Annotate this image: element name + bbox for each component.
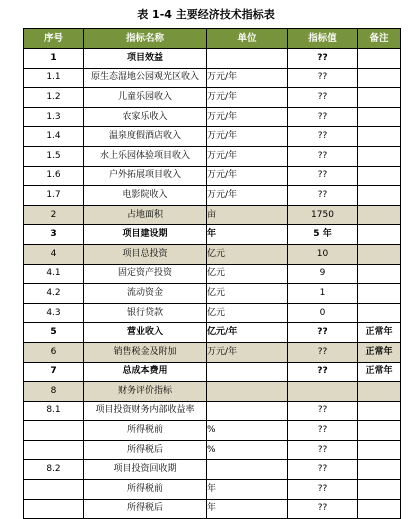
note-cell <box>358 460 401 480</box>
row-number-cell: 1.7 <box>24 186 84 206</box>
unit-cell: 万元/年 <box>207 186 288 206</box>
unit-cell: 万元/年 <box>207 107 288 127</box>
indicator-name-cell: 固定资产投资 <box>84 264 207 284</box>
table-row <box>24 205 401 225</box>
note-cell <box>358 127 401 147</box>
row-number-cell: 8.1 <box>24 401 84 421</box>
unit-cell: 万元/年 <box>207 127 288 147</box>
row-number-cell: 4.1 <box>24 264 84 284</box>
note-cell: 正常年 <box>358 342 401 362</box>
indicator-value-cell: 1750 <box>288 205 358 225</box>
note-cell <box>358 440 401 460</box>
note-cell: 正常年 <box>358 323 401 343</box>
unit-cell: 亿元 <box>207 303 288 323</box>
note-cell <box>358 205 401 225</box>
row-number-cell: 3 <box>24 225 84 245</box>
indicator-value-cell: ?? <box>288 49 358 69</box>
row-number-cell <box>24 440 84 460</box>
note-cell: 正常年 <box>358 362 401 382</box>
indicator-value-cell: 0 <box>288 303 358 323</box>
note-cell <box>358 421 401 441</box>
indicator-name-cell: 农家乐收入 <box>84 107 207 127</box>
indicator-name-cell: 电影院收入 <box>84 186 207 206</box>
unit-cell <box>207 460 288 480</box>
indicator-value-cell: ?? <box>288 166 358 186</box>
table-header-row <box>24 29 401 49</box>
indicator-value-cell: ?? <box>288 499 358 519</box>
table-row <box>24 107 401 127</box>
indicator-value-cell: ?? <box>288 342 358 362</box>
row-number-cell: 1.3 <box>24 107 84 127</box>
table-row <box>24 88 401 108</box>
row-number-cell: 4.2 <box>24 284 84 304</box>
indicator-value-cell: ?? <box>288 460 358 480</box>
indicator-name-cell: 所得税后 <box>84 499 207 519</box>
note-cell <box>358 146 401 166</box>
indicator-name-cell: 儿童乐园收入 <box>84 88 207 108</box>
indicator-value-cell: ?? <box>288 127 358 147</box>
unit-cell: 万元/年 <box>207 166 288 186</box>
table-row <box>24 362 401 382</box>
table-row <box>24 49 401 69</box>
table-row <box>24 440 401 460</box>
note-cell <box>358 480 401 500</box>
indicator-value-cell: ?? <box>288 186 358 206</box>
indicator-name-cell: 户外拓展项目收入 <box>84 166 207 186</box>
table-row <box>24 186 401 206</box>
indicator-name-cell: 销售税金及附加 <box>84 342 207 362</box>
indicator-name-cell: 总成本费用 <box>84 362 207 382</box>
unit-cell: 万元/年 <box>207 146 288 166</box>
table-row <box>24 460 401 480</box>
note-cell <box>358 166 401 186</box>
indicator-name-cell: 温泉度假酒店收入 <box>84 127 207 147</box>
row-number-cell: 6 <box>24 342 84 362</box>
header-no: 序号 <box>24 29 84 49</box>
indicator-name-cell: 项目建设期 <box>84 225 207 245</box>
indicator-name-cell: 财务评价指标 <box>84 382 207 402</box>
indicator-value-cell: 5 年 <box>288 225 358 245</box>
row-number-cell: 1.1 <box>24 68 84 88</box>
note-cell <box>358 284 401 304</box>
header-note: 备注 <box>358 29 401 49</box>
note-cell <box>358 303 401 323</box>
row-number-cell: 2 <box>24 205 84 225</box>
unit-cell: 亩 <box>207 205 288 225</box>
indicator-value-cell: ?? <box>288 68 358 88</box>
note-cell <box>358 401 401 421</box>
unit-cell <box>207 382 288 402</box>
indicator-value-cell: ?? <box>288 480 358 500</box>
indicator-value-cell: ?? <box>288 401 358 421</box>
indicator-name-cell: 流动资金 <box>84 284 207 304</box>
table-row <box>24 342 401 362</box>
row-number-cell: 1 <box>24 49 84 69</box>
table-row <box>24 421 401 441</box>
note-cell <box>358 49 401 69</box>
table-row <box>24 166 401 186</box>
row-number-cell: 1.4 <box>24 127 84 147</box>
unit-cell: 年 <box>207 480 288 500</box>
unit-cell: 万元/年 <box>207 68 288 88</box>
unit-cell: 亿元 <box>207 244 288 264</box>
row-number-cell: 4.3 <box>24 303 84 323</box>
indicator-name-cell: 项目总投资 <box>84 244 207 264</box>
row-number-cell: 7 <box>24 362 84 382</box>
table-row <box>24 382 401 402</box>
unit-cell: % <box>207 440 288 460</box>
table-row <box>24 323 401 343</box>
unit-cell: 亿元 <box>207 284 288 304</box>
row-number-cell <box>24 480 84 500</box>
indicator-name-cell: 项目效益 <box>84 49 207 69</box>
row-number-cell: 1.5 <box>24 146 84 166</box>
row-number-cell: 4 <box>24 244 84 264</box>
indicator-name-cell: 所得税后 <box>84 440 207 460</box>
indicator-value-cell: ?? <box>288 88 358 108</box>
note-cell <box>358 186 401 206</box>
header-name: 指标名称 <box>84 29 207 49</box>
indicator-value-cell: ?? <box>288 440 358 460</box>
table-row <box>24 480 401 500</box>
unit-cell: % <box>207 421 288 441</box>
unit-cell <box>207 49 288 69</box>
indicator-value-cell: 1 <box>288 284 358 304</box>
table-title: 表 1-4 主要经济技术指标表 <box>137 8 275 21</box>
unit-cell: 年 <box>207 225 288 245</box>
unit-cell: 万元/年 <box>207 88 288 108</box>
row-number-cell: 5 <box>24 323 84 343</box>
unit-cell: 万元/年 <box>207 342 288 362</box>
unit-cell: 年 <box>207 499 288 519</box>
note-cell <box>358 264 401 284</box>
indicator-value-cell: ?? <box>288 146 358 166</box>
indicator-value-cell: 10 <box>288 244 358 264</box>
row-number-cell <box>24 421 84 441</box>
row-number-cell: 1.6 <box>24 166 84 186</box>
table-row <box>24 244 401 264</box>
indicator-table <box>23 28 401 519</box>
header-unit: 单位 <box>207 29 288 49</box>
indicator-value-cell: ?? <box>288 107 358 127</box>
indicator-name-cell: 原生态湿地公园观光区收入 <box>84 68 207 88</box>
table-row <box>24 303 401 323</box>
note-cell <box>358 88 401 108</box>
unit-cell: 亿元 <box>207 264 288 284</box>
unit-cell <box>207 362 288 382</box>
indicator-name-cell: 项目投资回收期 <box>84 460 207 480</box>
note-cell <box>358 225 401 245</box>
note-cell <box>358 244 401 264</box>
indicator-value-cell: 9 <box>288 264 358 284</box>
indicator-name-cell: 所得税前 <box>84 480 207 500</box>
note-cell <box>358 68 401 88</box>
table-row <box>24 146 401 166</box>
unit-cell: 亿元/年 <box>207 323 288 343</box>
indicator-value-cell: ?? <box>288 323 358 343</box>
row-number-cell: 1.2 <box>24 88 84 108</box>
indicator-value-cell: ?? <box>288 421 358 441</box>
indicator-name-cell: 项目投资财务内部收益率 <box>84 401 207 421</box>
indicator-value-cell: ?? <box>288 362 358 382</box>
indicator-name-cell: 占地面积 <box>84 205 207 225</box>
indicator-name-cell: 水上乐园体验项目收入 <box>84 146 207 166</box>
table-row <box>24 401 401 421</box>
indicator-name-cell: 所得税前 <box>84 421 207 441</box>
row-number-cell: 8.2 <box>24 460 84 480</box>
indicator-name-cell: 营业收入 <box>84 323 207 343</box>
note-cell <box>358 107 401 127</box>
table-row <box>24 127 401 147</box>
header-value: 指标值 <box>288 29 358 49</box>
table-row <box>24 225 401 245</box>
indicator-name-cell: 银行贷款 <box>84 303 207 323</box>
indicator-value-cell <box>288 382 358 402</box>
note-cell <box>358 382 401 402</box>
row-number-cell: 8 <box>24 382 84 402</box>
table-row <box>24 284 401 304</box>
table-row <box>24 264 401 284</box>
table-row <box>24 68 401 88</box>
unit-cell <box>207 401 288 421</box>
